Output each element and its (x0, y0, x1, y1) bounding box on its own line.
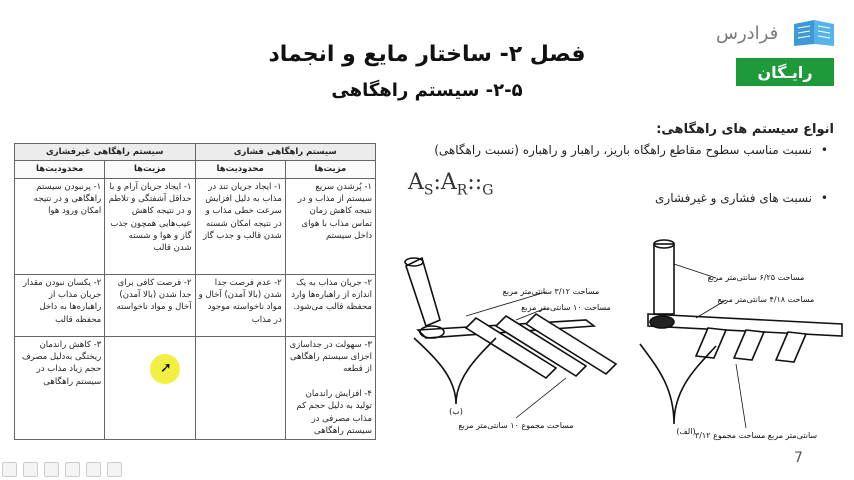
table-cell (195, 336, 285, 440)
pen-icon[interactable] (44, 462, 59, 477)
table-cell: ۱- پرنبودن سیستم راهگاهی و در نتیجه امکان ورود هوا (15, 178, 105, 274)
cell-text: ۳- سهولت در جداسازی اجزای سیستم راهگاهی از قطعه (289, 339, 372, 375)
ratio-sub-s: S (423, 182, 434, 199)
col-advantages: مزیت‌ها (105, 161, 195, 178)
table-cell: ۲- یکسان نبودن مقدار جریان مذاب از راهباره‌ها به داخل محفظه قالب (15, 274, 105, 336)
bullet-heading: انواع سیستم های راهگاهی: (656, 122, 834, 137)
label-right-a: مساحت ۶/۲۵ سانتی‌متر مربع (707, 273, 805, 282)
table-row (15, 274, 376, 336)
table-cell: ۲- جریان مذاب به یک اندازه از راهباره‌ها وارد محفظه قالب می‌شود. (285, 274, 375, 336)
mouse-pointer-icon: ➚ (160, 360, 172, 376)
gating-system-comparison-table (14, 143, 376, 440)
ratio-sub-r: R (456, 182, 468, 199)
table-cell: ۲- فرصت کافی برای جدا شدن (بالا آمدن) آخال و مواد ناخواسته (105, 274, 195, 336)
tag-a: (الف) (676, 427, 696, 436)
ratio-colon: : (433, 170, 441, 195)
table-cell: ۱- ایجاد جریان تند در مذاب به دلیل افزایش سرعت خطی مذاب و در نتیجه امکان شسته شدن قالب و جذب گاز (195, 178, 285, 274)
table-row (15, 178, 376, 274)
more-icon[interactable] (107, 462, 122, 477)
next-icon[interactable] (23, 462, 38, 477)
table-row (15, 336, 376, 440)
gating-system-diagram (396, 228, 846, 452)
zoom-icon[interactable] (86, 462, 101, 477)
ratio-colon: : (467, 170, 475, 195)
chapter-title: فصل ۲- ساختار مایع و انجماد (268, 42, 586, 67)
slide-controls (2, 462, 122, 476)
book-icon (792, 18, 836, 48)
label-left-total: مساحت مجموع ۱۰ سانتی‌متر مربع (458, 421, 574, 430)
group-nonpressure-header: سیستم راهگاهی غیرفشاری (15, 144, 196, 161)
col-limitations: محدودیت‌ها (15, 161, 105, 178)
gating-ratio-formula (408, 170, 493, 198)
table-cell: ۱- ایجاد جریان آرام و با حداقل آشفتگی و تلاطم و در نتیجه کاهش عیب‌هایی همچون جذب گاز و هوا و شسته شدن قالب (105, 178, 195, 274)
tag-b: (ب) (449, 407, 463, 416)
label-right-b: مساحت ۴/۱۸ سانتی‌متر مربع (717, 295, 815, 304)
label-right-total: ۳/۱۲ سانتی‌متر مربع مساحت مجموع (694, 431, 818, 440)
col-advantages: مزیت‌ها (285, 161, 375, 178)
ratio-a2: A (440, 170, 457, 195)
free-badge: رایـگان (736, 58, 834, 86)
label-left-a: مساحت ۳/۱۲ سانتی‌متر مربع (502, 287, 600, 296)
prev-icon[interactable] (2, 462, 17, 477)
page-number: 7 (794, 450, 803, 466)
section-title: ۲-۵- سیستم راهگاهی (331, 80, 523, 101)
table-cell: ۱- پُرشدن سریع سیستم از مذاب و در نتیجه کاهش زمان تماس مذاب با هوای داخل سیستم (285, 178, 375, 274)
table-cell: ۲- عدم فرصت جدا شدن (بالا آمدن) آخال و مواد ناخواسته موجود در مذاب (195, 274, 285, 336)
ratio-sub-g: G (482, 182, 494, 199)
ratio-a1: A (408, 170, 424, 195)
label-left-b: مساحت ۱۰ سانتی‌متر مربع (521, 303, 611, 312)
bullet-item: • نسبت مناسب سطوح مقاطع راهگاه باریز، راهبار و راهباره (نسبت راهگاهی) (414, 143, 812, 157)
col-limitations: محدودیت‌ها (195, 161, 285, 178)
table-cell (105, 336, 195, 440)
cell-text: ۴- افزایش راندمان تولید به دلیل حجم کم مذاب مصرفی در سیستم راهگاهی (296, 388, 372, 436)
grid-icon[interactable] (65, 462, 80, 477)
group-pressure-header: سیستم راهگاهی فشاری (195, 144, 376, 161)
brand-name: فرادرس (716, 23, 779, 44)
table-cell (285, 336, 375, 440)
ratio-a3: : (474, 170, 483, 195)
bullet-item: • نسبت های فشاری و غیرفشاری (414, 191, 812, 205)
table-cell: ۳- کاهش راندمان ریختگی به‌دلیل مصرف حجم زیاد مذاب در سیستم راهگاهی (15, 336, 105, 440)
faradars-logo (716, 16, 836, 52)
